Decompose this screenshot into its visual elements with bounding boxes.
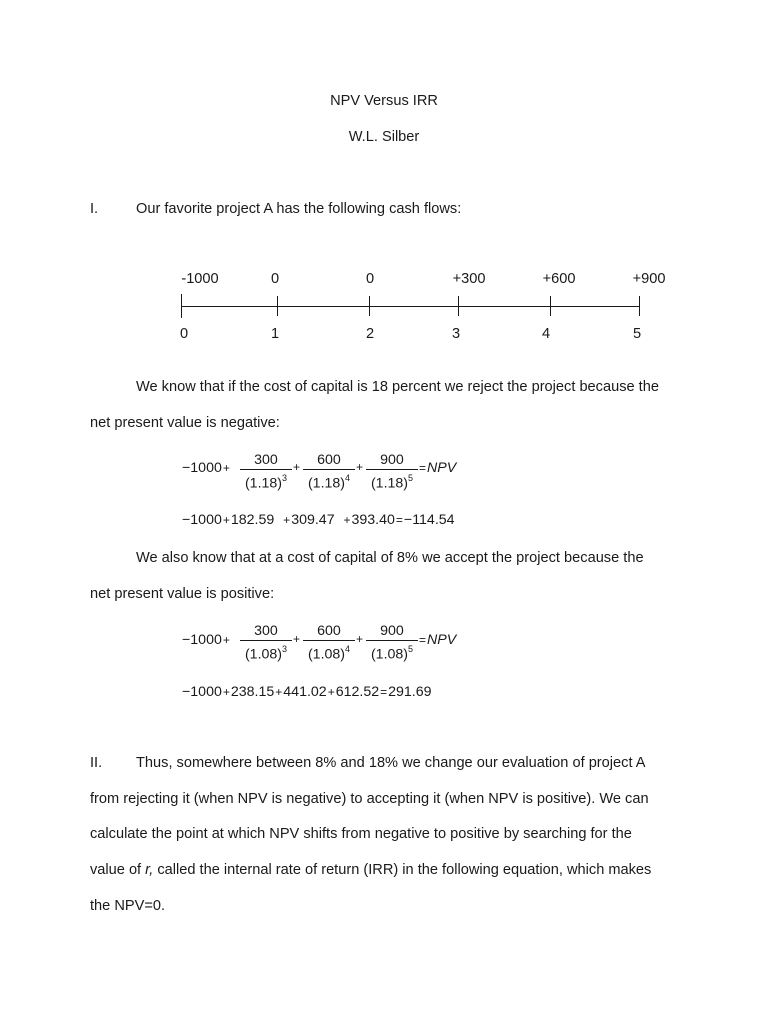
eq18-exponent-3: 5 <box>408 473 414 483</box>
period-0: 0 <box>179 326 189 342</box>
res8-term-2: 441.02 <box>283 684 327 700</box>
eq8-equals: = <box>419 633 427 647</box>
eq18-numerator-1: 300 <box>254 452 278 468</box>
variable-r: r, <box>145 862 154 878</box>
timeline-tick-2 <box>369 296 370 316</box>
eq8-numerator-3: 900 <box>380 623 404 639</box>
timeline-tick-5 <box>639 296 640 316</box>
cash-flow-4: +600 <box>542 271 576 287</box>
npv-result-8: −1000+238.15+441.02+612.52=291.69 <box>182 684 432 700</box>
eq18-exponent-2: 4 <box>345 473 351 483</box>
eq8-npv-symbol: NPV <box>427 632 457 648</box>
eq18-npv-symbol: NPV <box>427 460 457 476</box>
eq8-denominator-1: (1.08) <box>244 646 283 663</box>
eq8-lead-term: −1000 <box>182 632 222 648</box>
section2-line-2: from rejecting it (when NPV is negative) to accepting it (when NPV is positive). We can <box>90 791 649 807</box>
eq18-plus-1: + <box>222 461 230 475</box>
eq8-plus-2: + <box>293 632 301 646</box>
section2-line-5: the NPV=0. <box>90 898 166 914</box>
eq18-denominator-1: (1.18) <box>244 475 283 492</box>
section-marker-1: I. <box>90 201 99 217</box>
accept-paragraph-line-1: We also know that at a cost of capital of 8% we accept the project because the <box>136 550 644 566</box>
cash-flow-2: 0 <box>365 271 375 287</box>
eq18-fraction-3 <box>366 451 418 493</box>
section-intro-text: Our favorite project A has the following cash flows: <box>136 201 462 217</box>
timeline-tick-4 <box>550 296 551 316</box>
period-2: 2 <box>365 326 375 342</box>
period-4: 4 <box>541 326 551 342</box>
eq8-fraction-1 <box>240 622 292 664</box>
period-5: 5 <box>632 326 642 342</box>
eq18-fraction-2 <box>303 451 355 493</box>
eq8-plus-3: + <box>356 632 364 646</box>
eq18-denominator-3: (1.18) <box>370 475 409 492</box>
eq18-lead-term: −1000 <box>182 460 222 476</box>
eq8-numerator-2: 600 <box>317 623 341 639</box>
cash-flow-5: +900 <box>632 271 666 287</box>
eq8-denominator-3: (1.08) <box>370 646 409 663</box>
cash-flow-3: +300 <box>452 271 486 287</box>
timeline-tick-0 <box>181 294 182 318</box>
eq18-numerator-2: 600 <box>317 452 341 468</box>
reject-paragraph-line-2: net present value is negative: <box>90 415 280 431</box>
eq8-exponent-1: 3 <box>282 644 288 654</box>
res18-term-2: 309.47 <box>291 512 335 528</box>
cash-flow-1: 0 <box>270 271 280 287</box>
eq8-exponent-2: 4 <box>345 644 351 654</box>
res8-term-3: 612.52 <box>335 684 380 700</box>
eq8-fraction-3 <box>366 622 418 664</box>
res18-lead-term: −1000 <box>182 512 222 528</box>
res18-term-1: 182.59 <box>230 512 275 528</box>
eq8-fraction-2 <box>303 622 355 664</box>
eq18-equals: = <box>419 461 427 475</box>
timeline-axis <box>181 306 640 307</box>
cash-flow-0: -1000 <box>181 271 219 287</box>
timeline-tick-3 <box>458 296 459 316</box>
timeline-tick-1 <box>277 296 278 316</box>
res18-term-3: 393.40 <box>351 512 395 528</box>
eq18-exponent-1: 3 <box>282 473 288 483</box>
reject-paragraph-line-1: We know that if the cost of capital is 18 percent we reject the project because the <box>136 379 659 395</box>
eq8-denominator-2: (1.08) <box>307 646 346 663</box>
period-3: 3 <box>451 326 461 342</box>
section2-line-4: value of r, called the internal rate of return (IRR) in the following equation, which makes <box>90 862 652 878</box>
res8-lead-term: −1000 <box>182 684 222 700</box>
section2-line-3: calculate the point at which NPV shifts from negative to positive by searching for the <box>90 826 632 842</box>
res18-result: −114.54 <box>403 512 455 528</box>
res8-result: 291.69 <box>388 684 432 700</box>
eq18-denominator-2: (1.18) <box>307 475 346 492</box>
eq18-fraction-1 <box>240 451 292 493</box>
eq18-plus-2: + <box>293 460 301 474</box>
author-name: W.L. Silber <box>348 129 420 145</box>
eq18-numerator-3: 900 <box>380 452 404 468</box>
res8-term-1: 238.15 <box>230 684 275 700</box>
eq18-plus-3: + <box>356 460 364 474</box>
npv-result-18: −1000+182.59 +309.47 +393.40=−114.54 <box>182 512 455 528</box>
accept-paragraph-line-2: net present value is positive: <box>90 586 275 602</box>
eq8-exponent-3: 5 <box>408 644 414 654</box>
document-title: NPV Versus IRR <box>330 93 438 109</box>
section2-line-1: Thus, somewhere between 8% and 18% we change our evaluation of project A <box>136 755 646 771</box>
period-1: 1 <box>270 326 280 342</box>
eq8-numerator-1: 300 <box>254 623 278 639</box>
section-marker-2: II. <box>90 755 103 771</box>
eq8-plus-1: + <box>222 633 230 647</box>
